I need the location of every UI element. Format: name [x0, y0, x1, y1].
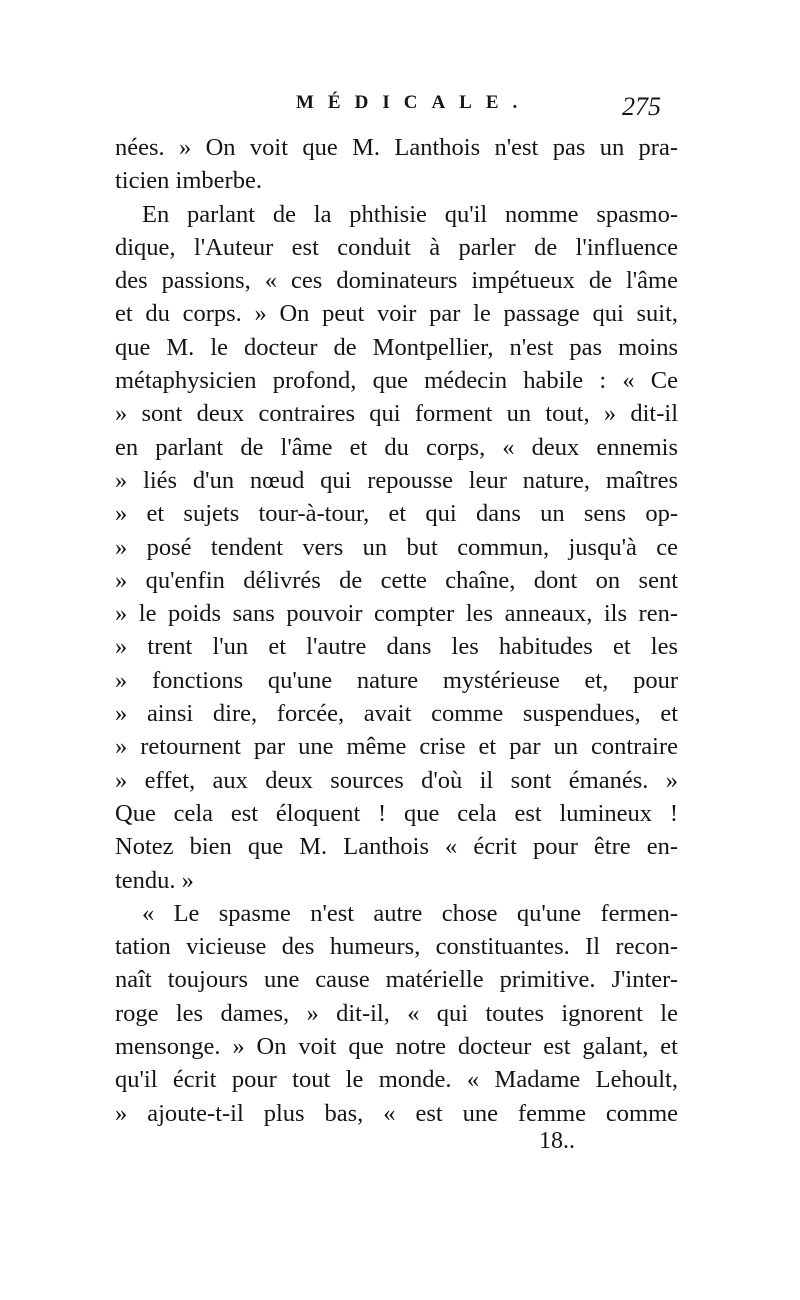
text-line: mensonge. » On voit que notre docteur est galant, et [115, 1033, 678, 1061]
text-line: » posé tendent vers un but commun, jusqu'à ce [115, 533, 678, 561]
text-line: » le poids sans pouvoir compter les anneaux, ils ren- [115, 600, 678, 628]
text-line: » et sujets tour-à-tour, et qui dans un sens op- [115, 500, 678, 528]
text-line: » qu'enfin délivrés de cette chaîne, dont on sent [115, 566, 678, 594]
page-number: 275 [622, 92, 661, 121]
text-line: » ajoute-t-il plus bas, « est une femme comme [115, 1099, 678, 1127]
text-line: que M. le docteur de Montpellier, n'est pas moins [115, 333, 678, 361]
text-line: et du corps. » On peut voir par le passage qui suit, [115, 300, 678, 328]
running-title: MÉDICALE. [296, 92, 532, 113]
text-line: tendu. » [115, 866, 194, 894]
text-line: qu'il écrit pour tout le monde. « Madame Lehoult, [115, 1066, 678, 1094]
text-line: » fonctions qu'une nature mystérieuse et, pour [115, 666, 678, 694]
text-line: » liés d'un nœud qui repousse leur nature, maîtres [115, 466, 678, 494]
text-line: » trent l'un et l'autre dans les habitudes et les [115, 633, 678, 661]
page-text [115, 131, 678, 1130]
text-line: tation vicieuse des humeurs, constituantes. Il recon- [115, 933, 678, 961]
text-line: dique, l'Auteur est conduit à parler de l'influence [115, 233, 678, 261]
text-line: des passions, « ces dominateurs impétueux de l'âme [115, 267, 678, 295]
text-line: Que cela est éloquent ! que cela est lumineux ! [115, 799, 678, 827]
text-line: naît toujours une cause matérielle primitive. J'inter- [115, 966, 678, 994]
text-line: Notez bien que M. Lanthois « écrit pour être en- [115, 833, 678, 861]
text-line: En parlant de la phthisie qu'il nomme spasmo- [142, 200, 678, 228]
text-line: « Le spasme n'est autre chose qu'une fermen- [142, 899, 678, 927]
signature-mark: 18.. [539, 1128, 575, 1154]
text-line: » retournent par une même crise et par un contraire [115, 733, 678, 761]
text-line: » ainsi dire, forcée, avait comme suspendues, et [115, 700, 678, 728]
text-line: nées. » On voit que M. Lanthois n'est pas un pra- [115, 134, 678, 161]
text-line: métaphysicien profond, que médecin habile : « Ce [115, 367, 678, 395]
text-line: » effet, aux deux sources d'où il sont émanés. » [115, 766, 678, 794]
text-line: roge les dames, » dit-il, « qui toutes ignorent le [115, 999, 678, 1027]
text-line: ticien imberbe. [115, 167, 262, 195]
text-line: » sont deux contraires qui forment un tout, » dit-il [115, 400, 678, 428]
text-line: en parlant de l'âme et du corps, « deux ennemis [115, 433, 678, 461]
